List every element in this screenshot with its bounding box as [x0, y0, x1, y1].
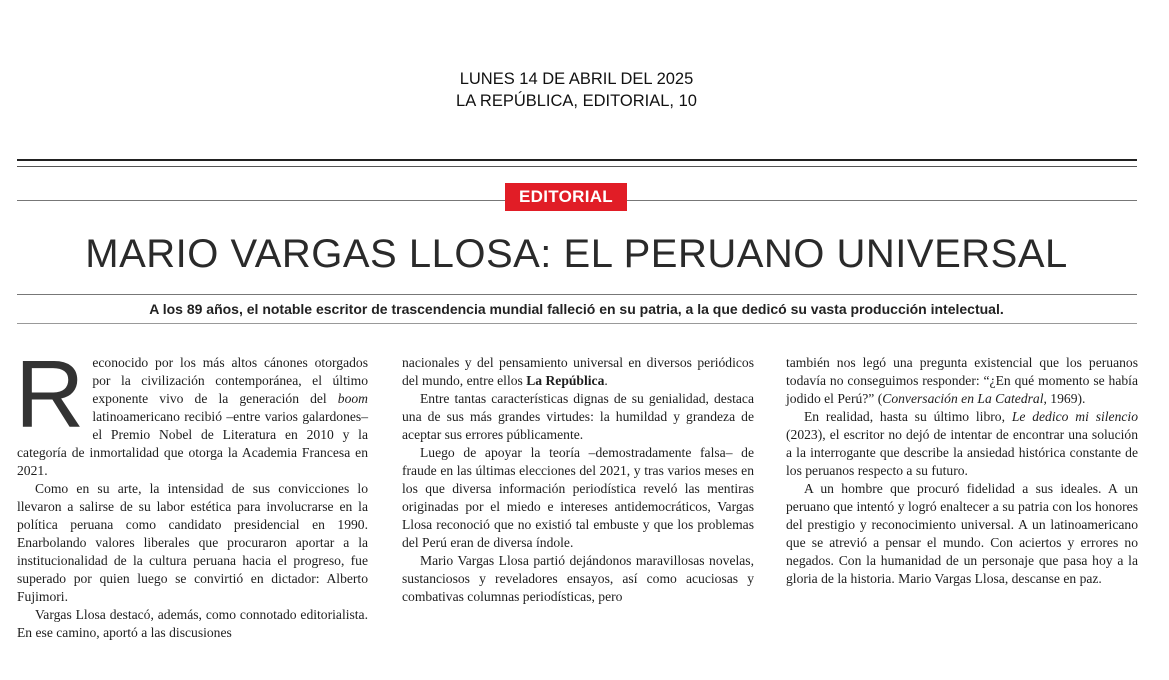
paragraph-text: , 1969).: [1043, 391, 1086, 406]
subhead-rule-bottom: [17, 323, 1137, 324]
body-column-2: [402, 354, 754, 606]
book-title: Conversación en La Catedral: [882, 391, 1044, 406]
subhead-rule-top: [17, 294, 1137, 295]
paragraph: A un hombre que procuró fidelidad a sus ideales. A un peruano que intentó y logró enaltecer a su patria con los honores del prestigio y reconocimiento universal. A un latinoamericano que se atrevió a pensar el mundo. Con aciertos y errores no negados. Con la humanidad de un personaje que pasa hoy a la gloria de la historia. Mario Vargas Llosa, descanse en paz.: [786, 481, 1138, 586]
paragraph-text: latinoamericano recibió –entre varios galardones– el Premio Nobel de Literatura en 2010 y la categoría de inmortalidad que otorga la Academia Francesa en 2021.: [17, 409, 368, 478]
body-column-1: [15, 341, 368, 642]
headline: MARIO VARGAS LLOSA: EL PERUANO UNIVERSAL: [85, 232, 1068, 276]
paragraph-text: En realidad, hasta su último libro,: [804, 409, 1012, 424]
paragraph: Luego de apoyar la teoría –demostradamente falsa– de fraude en las últimas elecciones del 2021, y tras varios meses en los que diversa información periodística reveló las mentiras originadas por el miedo e intereses antidemocráticos, Vargas Llosa reconoció que no existió tal embuste y que los problemas del Perú eran de diversa índole.: [402, 445, 754, 550]
paragraph: [402, 354, 754, 390]
newspaper-name: La República: [526, 373, 605, 388]
top-rule-thin: [17, 166, 1137, 167]
body-column-3: [786, 354, 1138, 588]
paragraph: [786, 408, 1138, 480]
section-label-editorial: EDITORIAL: [505, 183, 627, 211]
dateline-date: LUNES 14 DE ABRIL DEL 2025: [459, 70, 694, 88]
subhead: A los 89 años, el notable escritor de trascendencia mundial falleció en su patria, a la que dedicó su vasta producción intelectual.: [149, 301, 1004, 317]
paragraph: Mario Vargas Llosa partió dejándonos maravillosas novelas, sustanciosos y reveladores ensayos, así como acuciosas y combativas columnas periodísticas, pero: [402, 553, 754, 604]
paragraph-text: econocido por los más altos cánones otorgados por la civilización contemporánea, el último exponente vivo de la generación del: [92, 355, 368, 406]
top-rule-thick: [17, 159, 1137, 161]
paragraph-text: también nos legó una pregunta existencial que los peruanos todavía no conseguimos responder: “¿En qué momento se había jodido el Perú?” (: [786, 355, 1138, 406]
italic-term: boom: [337, 391, 368, 406]
paragraph: [786, 354, 1138, 408]
paragraph: Vargas Llosa destacó, además, como connotado editorialista. En ese camino, aportó a las discusiones: [17, 607, 368, 640]
paragraph: Entre tantas características dignas de su genialidad, destaca una de sus más grandes virtudes: la humildad y grandeza de aceptar sus errores públicamente.: [402, 391, 754, 442]
paragraph: [15, 341, 368, 480]
paragraph-text: nacionales y del pensamiento universal en diversos periódicos del mundo, entre ellos: [402, 355, 754, 388]
book-title: Le dedico mi silencio: [1011, 409, 1138, 424]
drop-cap: R: [15, 341, 85, 448]
paragraph-text: .: [604, 373, 608, 388]
paragraph-text: (2023), el escritor no dejó de intentar de encontrar una solución a la interrogante que describe la ansiedad histórica constante de los peruanos respecto a su futuro.: [786, 427, 1138, 478]
dateline: [0, 68, 1153, 112]
dateline-source: LA REPÚBLICA, EDITORIAL, 10: [456, 92, 697, 110]
paragraph: Como en su arte, la intensidad de sus convicciones lo llevaron a salirse de su labor estética para involucrarse en la política peruana como candidato presidencial en 1990. Enarbolando valores liberales que procuraron aportar a la institucionalidad de la cultura peruana hacia el progreso, fue superado por quien luego se convirtió en dictador: Alberto Fujimori.: [17, 481, 368, 604]
